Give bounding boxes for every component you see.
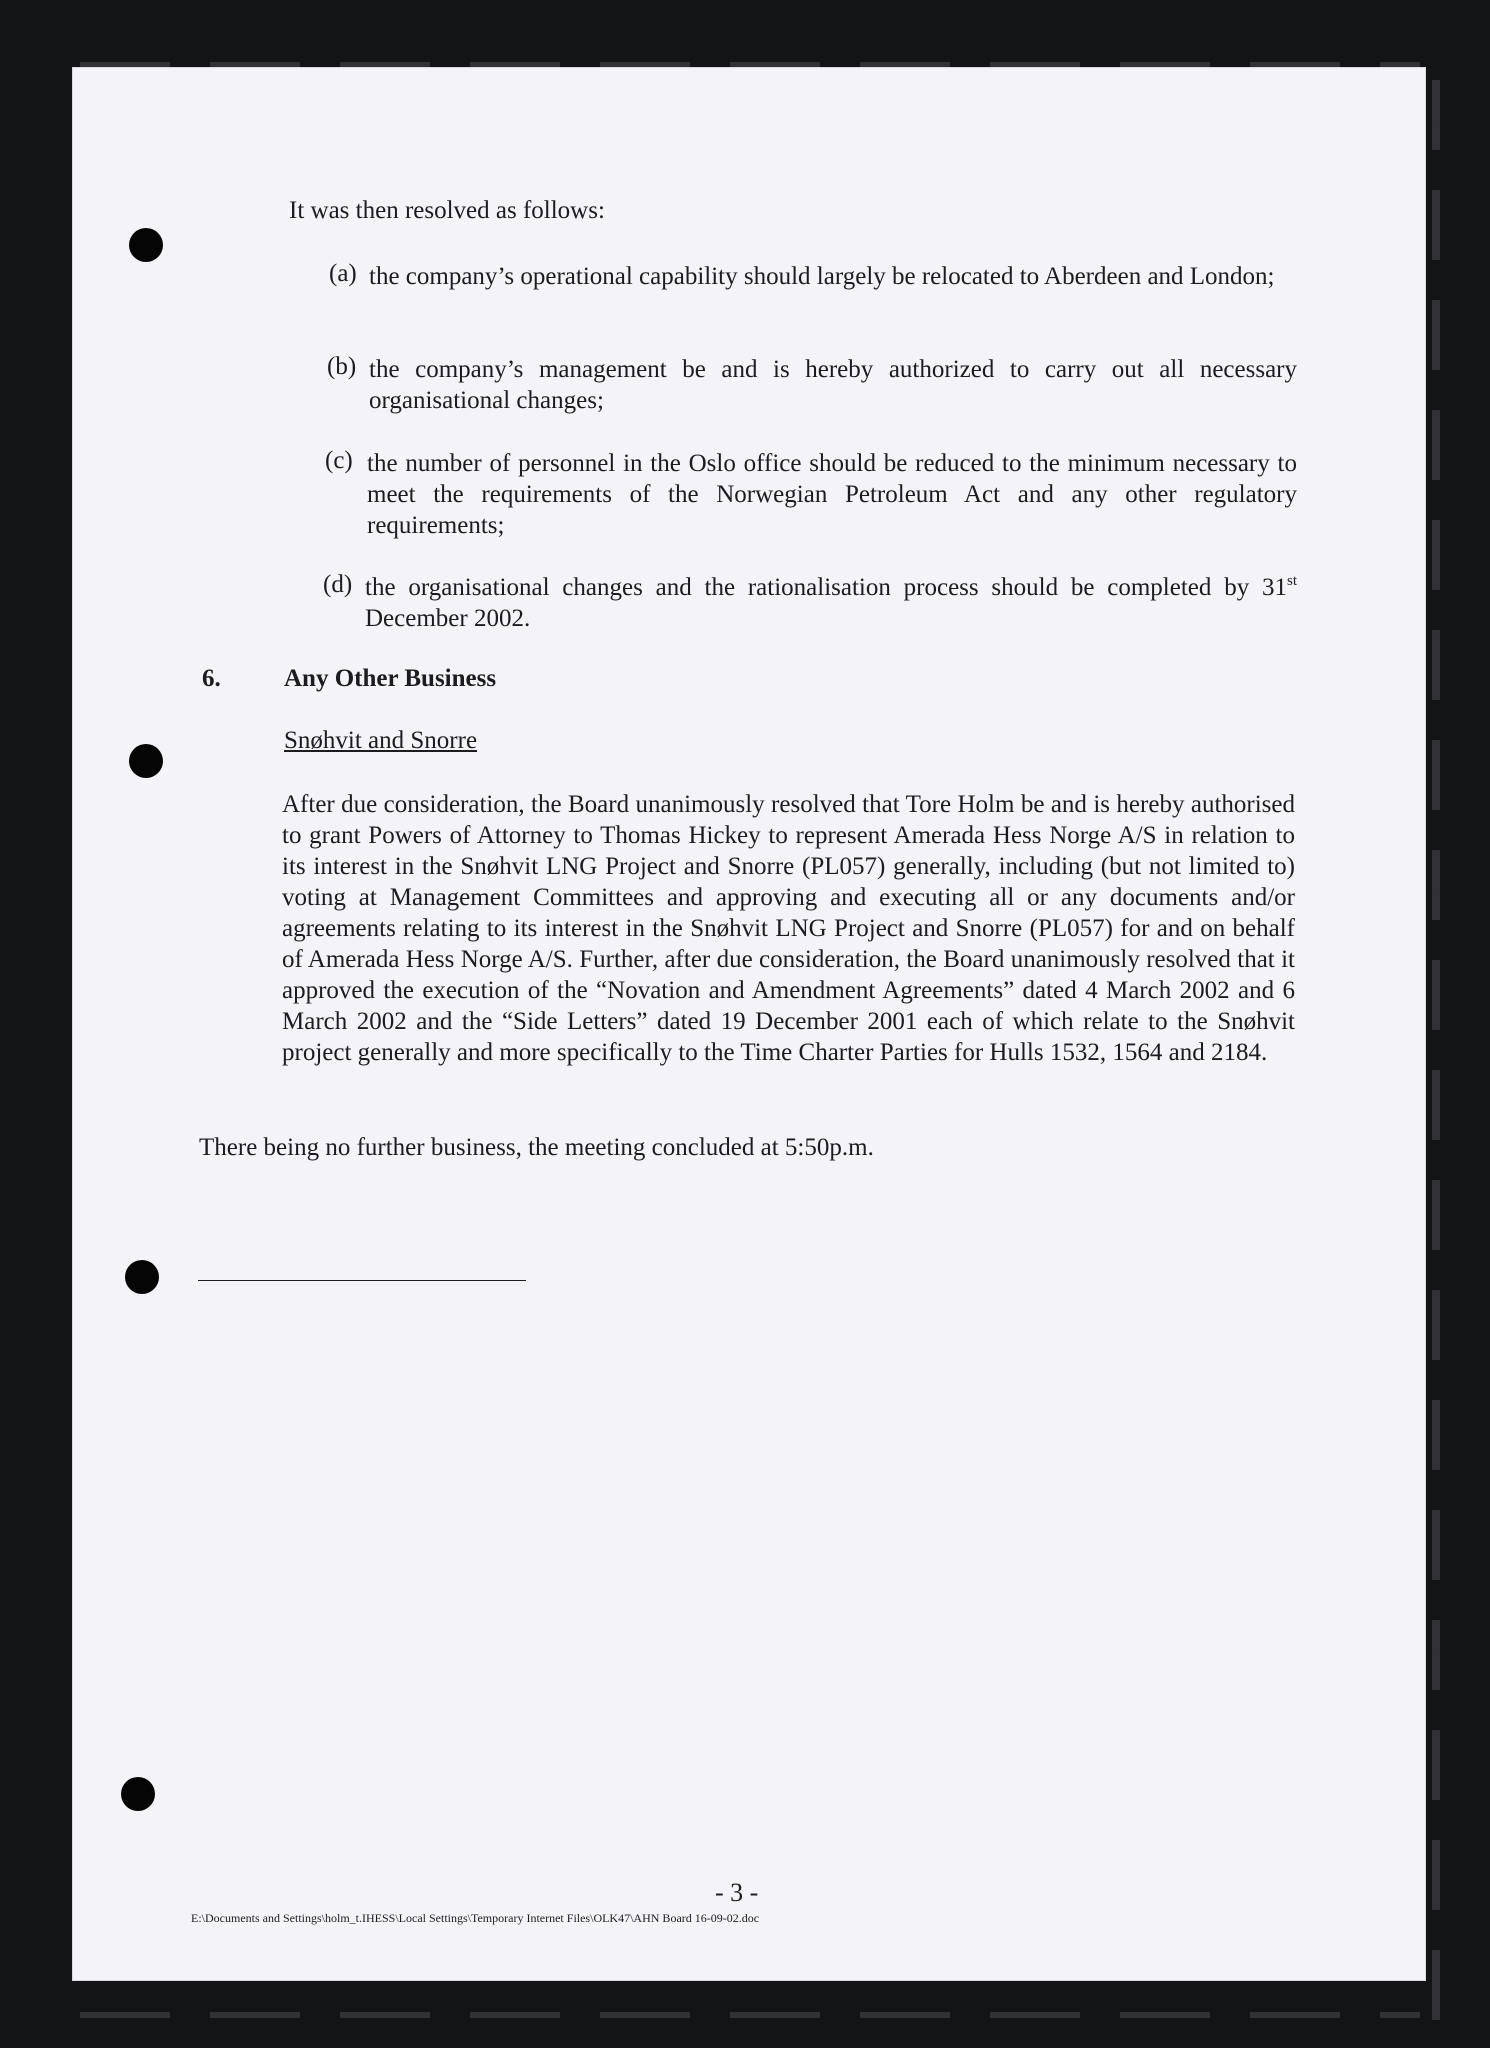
page-number: - 3 - [715,1878,759,1907]
signature-line [198,1280,526,1281]
resolution-text: the number of personnel in the Oslo office should be reduced to the minimum necessary to meet the requirements of the Norwegian Petroleum Act and any other regulatory requirements; [367,450,1297,539]
resolution-label: (a) [329,260,357,287]
resolution-label: (b) [327,353,357,380]
resolution-text: the company’s management be and is hereby authorized to carry out all necessary organisational changes; [369,356,1297,414]
resolution-label: (d) [323,571,353,598]
subheading: Snøhvit and Snorre [284,727,478,754]
closing-line: There being no further business, the meeting concluded at 5:50p.m. [199,1134,874,1161]
file-path-footer: E:\Documents and Settings\holm_t.IHESS\Local Settings\Temporary Internet Files\OLK47\AHN Board 16-09-02.doc [191,1911,760,1925]
resolution-text: the company’s operational capability should largely be relocated to Aberdeen and London; [369,263,1275,290]
punch-hole [125,1260,159,1294]
resolution-text-main: the organisational changes and the rationalisation process should be completed by 31 [365,574,1287,601]
resolution-text-end: December 2002. [365,605,531,632]
resolution-text [365,572,1297,634]
section-number: 6. [202,665,221,692]
punch-hole [121,1777,155,1811]
intro-line: It was then resolved as follows: [289,197,605,224]
section-body: After due consideration, the Board unanimously resolved that Tore Holm be and is hereby authorised to grant Powers of Attorney to Thomas Hickey to represent Amerada Hess Norge A/S in relation to its interest in the Snøhvit LNG Project and Snorre (PL057) generally, including (but not limited to) voting at Management Committees and approving and executing all or any documents and/or agreements relating to its interest in the Snøhvit LNG Project and Snorre (PL057) for and on behalf of Amerada Hess Norge A/S. Further, after due consideration, the Board unanimously resolved that it approved the execution of the “Novation and Amendment Agreements” dated 4 March 2002 and 6 March 2002 and the “Side Letters” dated 19 December 2001 each of which relate to the Snøhvit project generally and more specifically to the Time Charter Parties for Hulls 1532, 1564 and 2184. [282,791,1295,1066]
resolution-label: (c) [325,447,353,474]
scan-edge-bottom [80,2012,1420,2018]
section-title: Any Other Business [284,665,497,692]
punch-hole [129,228,163,262]
scan-edge-right [1432,80,1440,2020]
ordinal-superscript: st [1286,573,1297,589]
punch-hole [129,744,163,778]
